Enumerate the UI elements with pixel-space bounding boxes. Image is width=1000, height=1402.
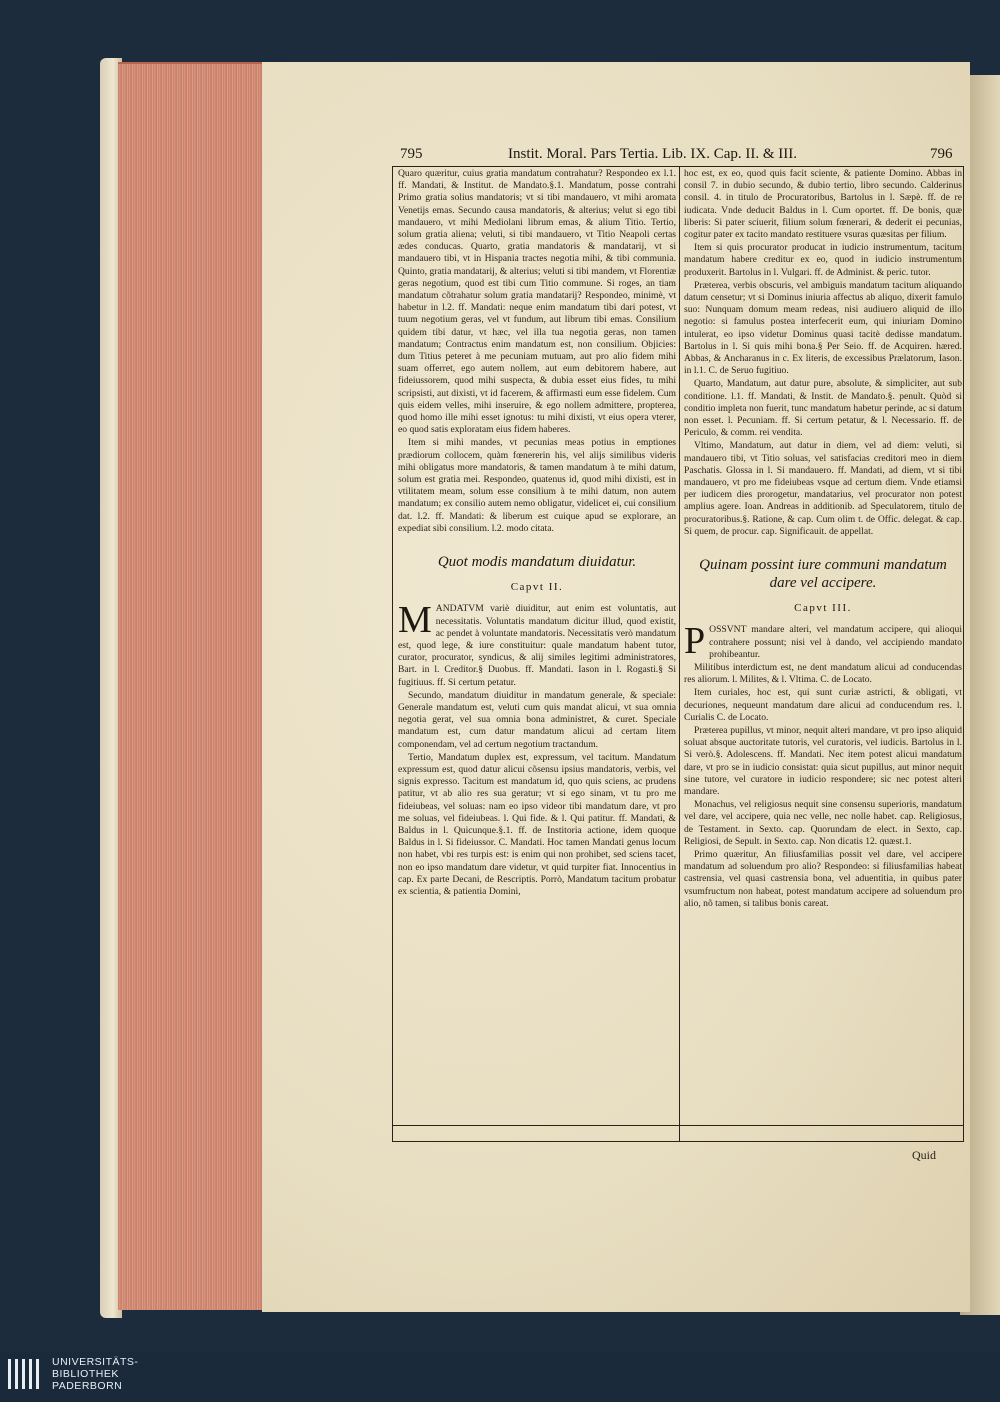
left-column	[398, 168, 676, 899]
paragraph: Vltimo, Mandatum, aut datur in diem, vel ad diem: veluti, si mandauero tibi, vt Titio soluas, vel satisfacias creditori meo in diem Paschatis. Glossa in l. Si mandauero. ff. Mandati, ad diem, vt si tibi mandauero, vt pro me fideiubeas vsque ad certum diem. Vnde etiamsi per iudicem dies prorogetur, mandatarius, vel procurator non potest amplius agere. Ioan. Andreas in additionib. ad Speculatorem, titulo de procuratoribus.§. Ratione, & cap. Cum olim t. de Offic. delegat. & cap. Si quem, de procur. cap. Significauit. de appellat.	[684, 440, 962, 537]
chapter-number: Capvt III.	[794, 602, 852, 615]
library-line: UNIVERSITÄTS-	[52, 1356, 139, 1368]
right-column	[684, 168, 962, 911]
paragraph: Quarto, Mandatum, aut datur pure, absolute, & simpliciter, aut sub conditione. l.1. ff. Mandati, & Instit. de Mandato.§. penult. Quòd si conditio impleta non fuerit, tunc mandatum habetur perinde, ac si datum non esset. l. Pecuniam. ff. Si certum petatur, & l. Necessario. ff. de Periculo, & comm. rei vendita.	[684, 378, 962, 439]
paragraph: Secundo, mandatum diuiditur in mandatum generale, & speciale: Generale mandatum est, veluti cum quis mandat alicui, vt sua omnia negotia gerat, vel sua omnia bona administret, & curet. Speciale mandatum est, cum datur mandatum alicui ad certam litem componendam, vel ad certum negotium tractandum.	[398, 689, 676, 750]
column-divider	[679, 166, 680, 1142]
paragraph: Præterea pupillus, vt minor, nequit alteri mandare, vt pro ipso aliquid soluat absque auctoritate tutoris, vel curatoris, vel iudicis. Bartolus in l. Si verò.§. Adolescens. ff. Mandati. Nec item potest alicui mandatum dare, vt pro se in iudicio consistat: quia sicut pupillus, aut minor nequit sine tutore, vel curatore in iudicio respondere; sic nec potest alteri mandare.	[684, 724, 962, 797]
page-number-left: 795	[400, 146, 423, 162]
chapter-title: Quot modis mandatum diuidatur.	[437, 554, 637, 571]
paragraph: OSSVNT mandare alteri, vel mandatum accipere, qui alioqui contrahere possunt; nisi vel à dando, vel accipiendo mandato prohibeantur.	[709, 624, 962, 660]
paragraph: Item curiales, hoc est, qui sunt curiæ astricti, & obligati, vt decuriones, nequeunt mandatum dare alicui ad conducendum res. l. Curialis C. de Locato.	[684, 687, 962, 723]
running-title: Instit. Moral. Pars Tertia. Lib. IX. Cap. II. & III.	[508, 146, 798, 162]
chapter-title: Quinam possint iure communi mandatum dare vel accipere.	[699, 557, 947, 592]
paragraph: Militibus interdictum est, ne dent mandatum alicui ad conducendas res aliorum. l. Milites, & l. Vltima. C. de Locato.	[684, 661, 962, 686]
library-line: PADERBORN	[52, 1380, 123, 1392]
paragraph: Item si quis procurator producat in iudicio instrumentum, tacitum mandatum habere creditur ex eo, quod in iudicio instrumentum produxerit. Bartolus in l. Vulgari. ff. de Administ. & peric. tutor.	[684, 242, 962, 278]
library-line: BIBLIOTHEK	[52, 1368, 119, 1380]
red-page-edges	[118, 62, 263, 1310]
page-number-right: 796	[930, 146, 953, 162]
paragraph: Tertio, Mandatum duplex est, expressum, vel tacitum. Mandatum expressum est, quod datur alicui cõsensu ipsius mandatoris, verbis, vel signis expresso. Tacitum est mandatum id, quo quis sciens, ac prudens patitur, vt ab alio res sua geratur; vt si ego sinam, vt tu pro me fideiubeas, vel soluas: nam eo ipso videor tibi mandatum dare, vt pro me soluas, vel fideiubeas. l. Qui fide. & l. Qui patitur. ff. Mandati, & Baldus in l. Quicunque.§.1. ff. de Institoria actione, idem quoque Baldus in l. Si fideiussor. C. Mandati. Hoc tamen Mandati genus locum non habet, vbi res turpis est: is enim qui non prohibet, sed sciens tacet, non eo ipso mandatum dare videtur, vt quid turpiter fiat. Innocentius in cap. Ex parte Decani, de Rescriptis. Porrò, Mandatum tacitum probatur ex scientia, & patientia Domini,	[398, 751, 676, 897]
library-logo-icon	[6, 1355, 46, 1395]
drop-cap: P	[684, 620, 706, 663]
paragraph: ANDATVM variè diuiditur, aut enim est voluntatis, aut necessitatis. Voluntatis mandatum dicitur illud, quod existit, ac pendet à voluntate mandatoris. Necessitatis verò mandatum est, quod lege, & iure constituitur: quale mandatum habent tutor, curator, procurator, syndicus, & alij similes legitimi administratores, Bart. in l. Creditor.§ Duobus. ff. Mandati. Iason in l. Rogasti.§ Si fugitiuus. ff. Si certum petatur.	[398, 603, 676, 688]
paragraph: Monachus, vel religiosus nequit sine consensu superioris, mandatum vel dare, vel accipere, quia nec velle, nec nolle habet. cap. Religiosus, de Testament. in Sexto. cap. Quorundam de elect. in Sexto, cap. Religiosi, de Sepult. in Sexto. cap. Non dicatis 12. quæst.1.	[684, 799, 962, 847]
chapter-number: Capvt II.	[510, 581, 564, 594]
drop-cap: M	[398, 599, 432, 642]
paragraph: Quaro quæritur, cuius gratia mandatum contrahatur? Respondeo ex l.1. ff. Mandati, & Institut. de Mandato.§.1. Mandatum, posse contrahi Primo gratia solius mandatoris; vt si tibi mandauero, vt mihi aromata Venetijs emas. Secundo causa mandatoris, & alterius; velut si ego tibi mandauero, vt mihi Mediolani librum emas, & alium Titio. Tertio, solum gratia aliena; veluti, si tibi mandauero, vt Titio Neapoli certas ædes conducas. Quarto, gratia mandatoris & mandatarij, vt si mandauero tibi, vt in Hispania tractes negotia mihi, & tibi communia. Quinto, gratia mandatarij, & alterius; veluti si tibi mandem, vt Florentiæ geras negotium, quod est tibi cum Titio commune. Si roges, an tiam mandatum cõtrahatur solum gratia mandatarij? Respondeo, minimè, vt habetur in l.2. ff. Mandati: neque enim mandatum tibi dari potest, vt tuum negotium geras, vel vt fundum, aut librum tibi emas. Consilium quidem tibi datur, vt hæc, vel illa tua negotia geras, non tamen mandatum; Contractus enim mandatum est, non consilium. Objicies: dum Titius peteret à me pecuniam mutuam, aut pro alio fidem mihi suam offerret, ego autem nollem, aut eum debitorem habere, aut fideiussorem, quod mihi suspecta, & dubia esset eius fides, tu mihi scripsisti, aut dixisti, vt id facerem, & affirmasti eum esse fidelem. Cum quis eidem velles, mihi inseruire, & ego nollem admittere, propterea, quod homo ille mihi esset ignotus: tu mihi dixisti, vt eius opera vterer, eo quod satis exploratam eius fidem haberes.	[398, 168, 676, 436]
footer-bar	[0, 1352, 1000, 1402]
paragraph: hoc est, ex eo, quod quis facit sciente, & patiente Domino. Abbas in consil 7. in dubio secundo, & dubio tertio, libro secundo. Calderinus consil. 4. in titulo de Procuratoribus, Bartolus in l. Sæpè. ff. de re iudicata. Vnde deducit Baldus in l. Cum oportet. ff. De bonis, quæ liberis: Si pater sciuerit, filium solum fœnerari, & dederit ei pecunias, cogitur pater ex tacito mandato restituere vsuras quæsitas per filium.	[684, 168, 962, 241]
paragraph: Præterea, verbis obscuris, vel ambiguis mandatum tacitum aliquando datum censetur; vt si Dominus iniuria affectus ab aliquo, dixerit famulo suo: Nunquam domum meam redeas, nisi audiuero aliquid de illo negotio: si famulus postea interfecerit eum, qui iniuriam Domino intulerat, eo ipso videtur Dominus quasi tacitè dedisse mandatum. Bartolus in l. Si quis mihi bona.§ Per Seio. ff. de Acquiren. hæred. Abbas, & Ancharanus in c. Ex literis, de excessibus Prælatorum, Iason. in l.1. C. de Seruo fugitiuo.	[684, 279, 962, 377]
catchword: Quid	[912, 1148, 936, 1162]
bottom-rule	[392, 1125, 964, 1126]
library-name	[52, 1356, 138, 1392]
paragraph: Item si mihi mandes, vt pecunias meas potius in emptiones prædiorum collocem, quàm fœnererin his, vel alijs similibus videris mihi obligatus more mandatoris, & tamen mandatum à te mihi datum, solum est gratia mei. Respondeo, quatenus id, quod mihi dixisti, est in vtilitatem meam, solum esse consilium à te mihi datum, non autem mandatum; ex consilio autem nemo obligatur, videlicet ei, cui consilium dat. l.2. ff. Mandati: & liberum est cuique apud se explorare, an expediat sibi consilium. l.2. modo citata.	[398, 437, 676, 534]
paragraph: Primo quæritur, An filiusfamilias possit vel dare, vel accipere mandatum ad soluendum pro alio? Respondeo: si filiusfamilias habeat castrensia, vel quasi castrensia bona, vel aduentitia, in quibus pater vsumfructum non habeat, potest mandatum accipere ad soluendum pro alio, nõ tamen, si talibus bonis careat.	[684, 848, 962, 909]
